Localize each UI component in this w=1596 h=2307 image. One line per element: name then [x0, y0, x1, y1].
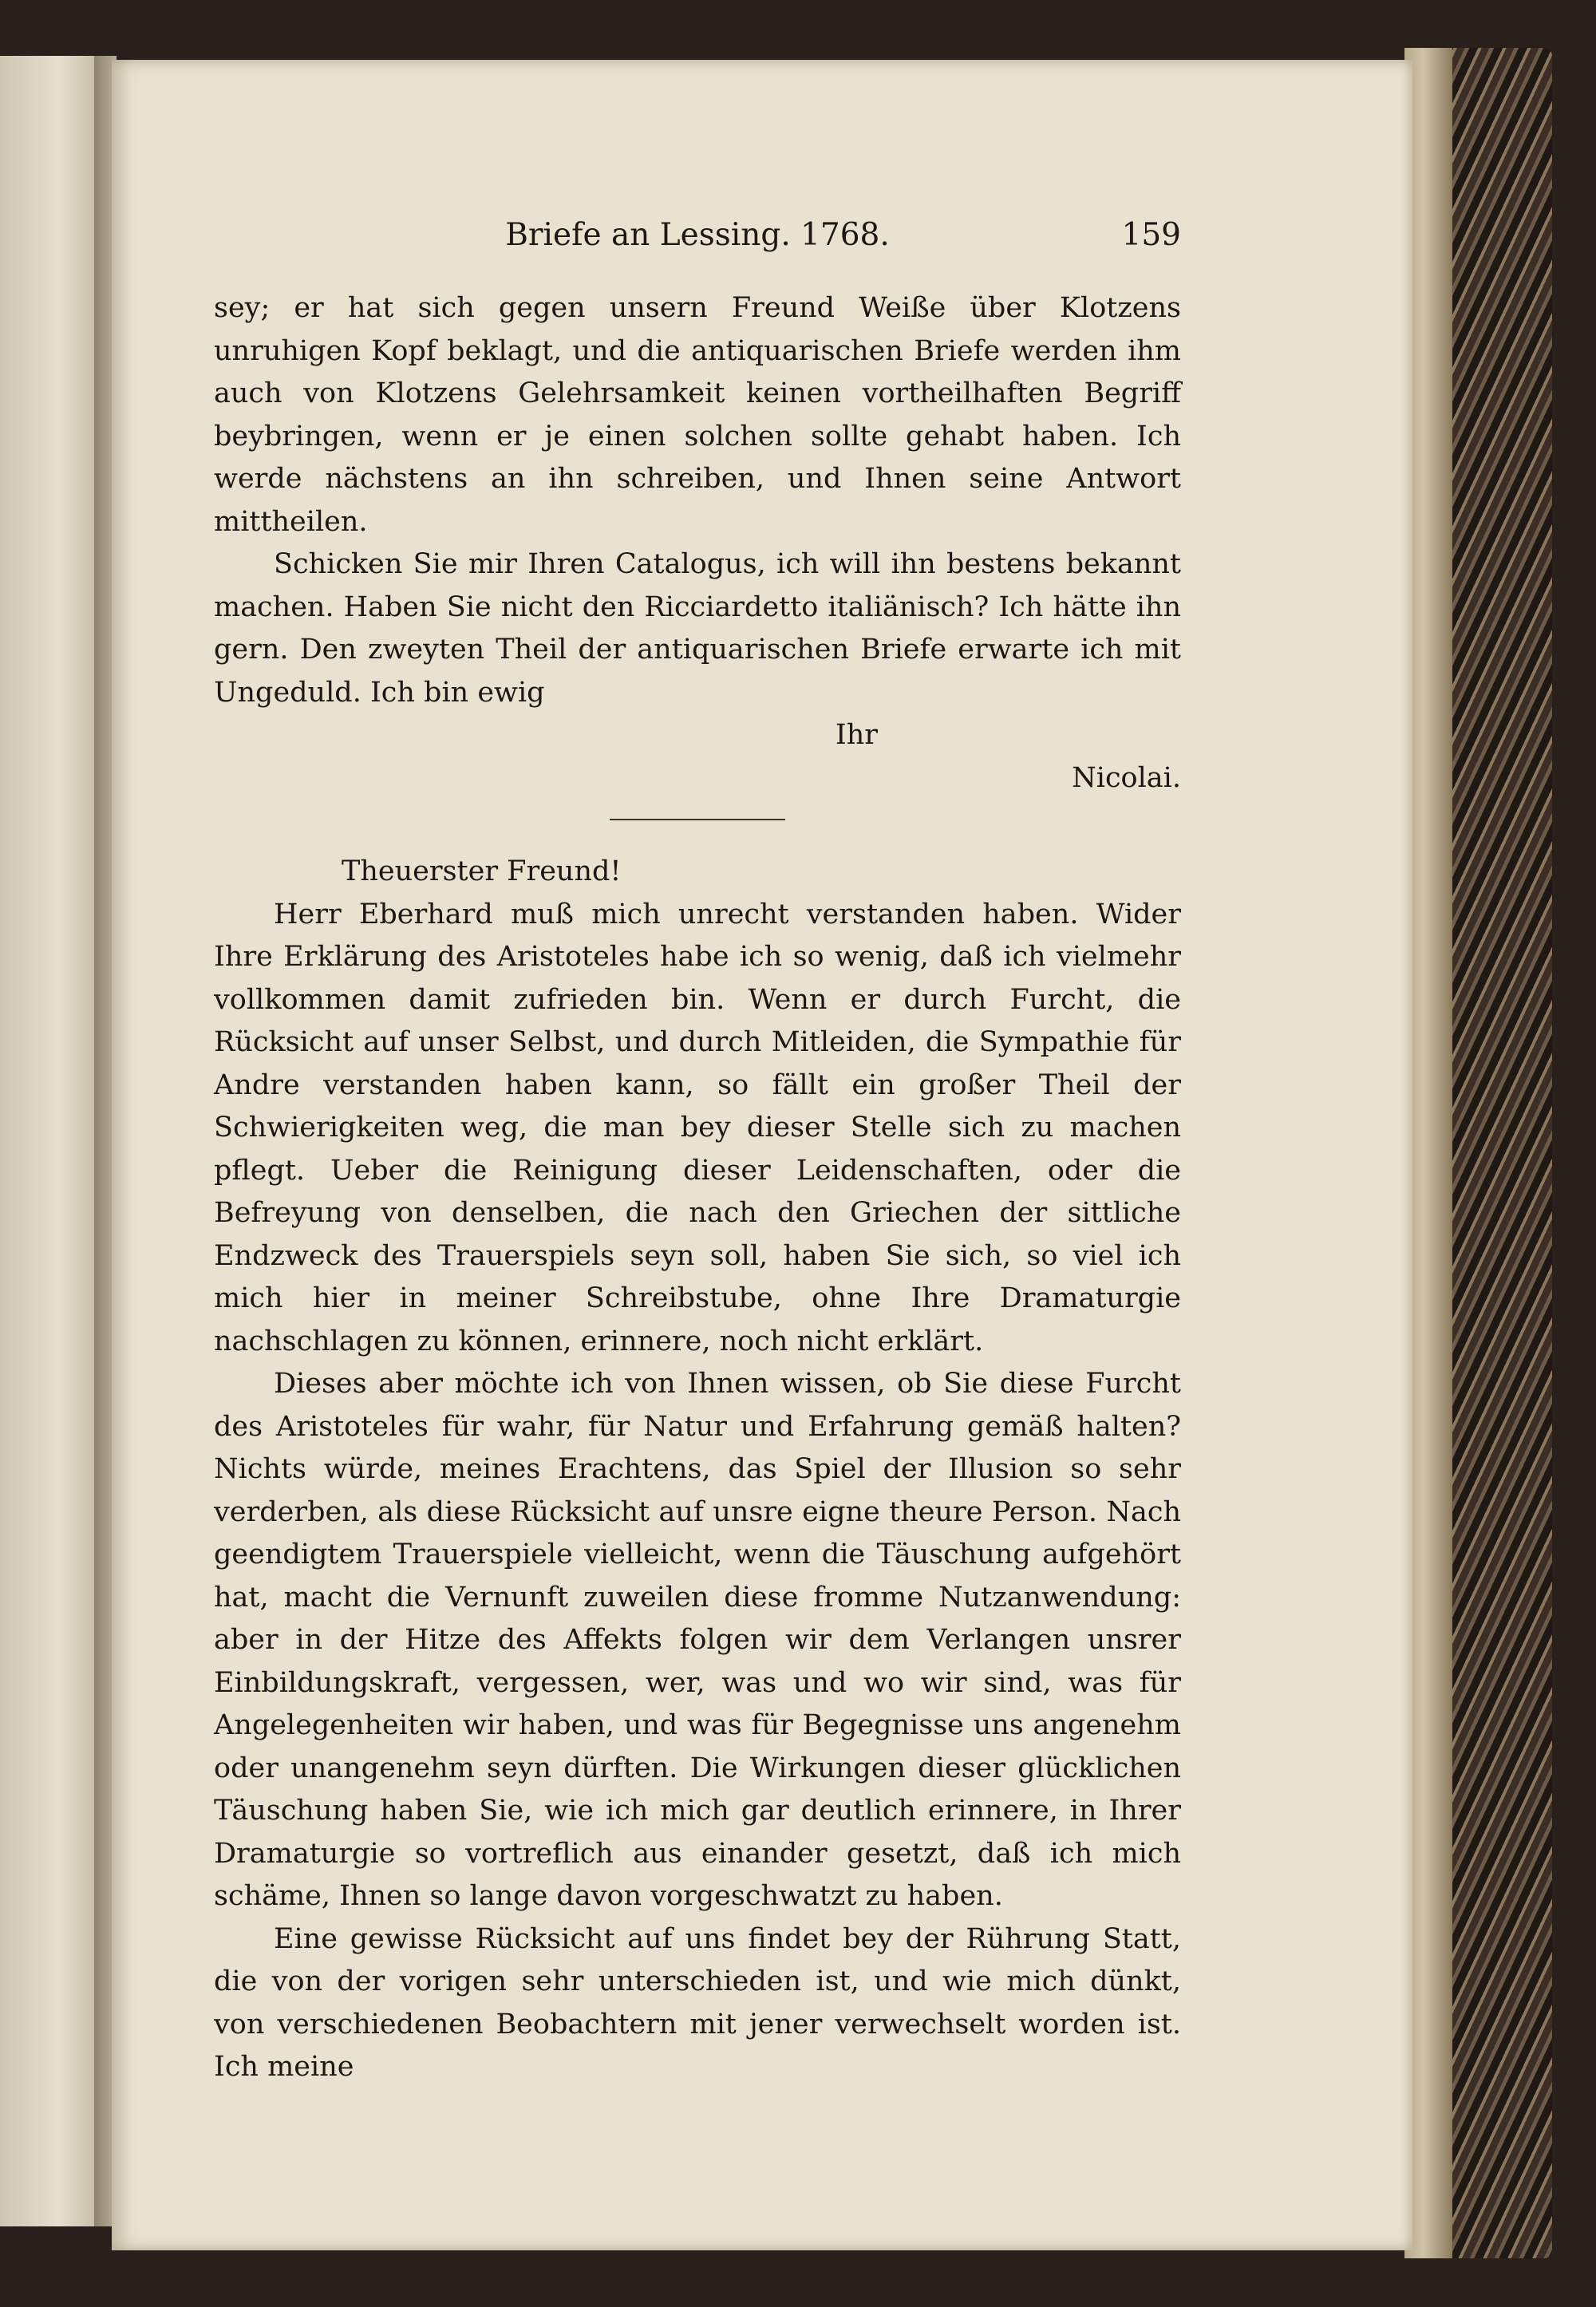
- letter1-paragraph-1: sey; er hat sich gegen unsern Freund Weiße über Klotzens unruhigen Kopf beklagt, und die antiquarischen Briefe werden ihm auch von Klotzens Gelehrsamkeit keinen vortheilhaften Begriff beybringen, wenn er je einen solchen sollte gehabt haben. Ich werde nächstens an ihn schreiben, und Ihnen seine Antwort mittheilen.: [214, 292, 1181, 538]
- letter1-closing: Ihr: [835, 719, 878, 751]
- section-divider: [610, 819, 785, 820]
- page-number: 159: [1121, 217, 1181, 253]
- page-header: [214, 217, 1181, 265]
- letter2-paragraph-2: Dieses aber möchte ich von Ihnen wissen, ob Sie diese Furcht des Aristoteles für wahr, für Natur und Erfahrung gemäß halten? Nichts würde, meines Erachtens, das Spiel der Illusion so sehr verderben, als diese Rücksicht auf unsre eigne theure Person. Nach geendigtem Trauerspiele vielleicht, wenn die Täuschung aufgehört hat, macht die Vernunft zuweilen diese fromme Nutzanwendung: aber in der Hitze des Affekts folgen wir dem Verlangen unsrer Einbildungskraft, vergessen, wer, was und wo wir sind, was für Angelegenheiten wir haben, und was für Begegnisse uns angenehm oder unangenehm seyn dürften. Die Wirkungen dieser glücklichen Täuschung haben Sie, wie ich mich gar deutlich erinnere, in Ihrer Dramaturgie so vortreflich aus einander gesetzt, daß ich mich schäme, Ihnen so lange davon vorgeschwatzt zu haben.: [214, 1368, 1181, 1912]
- letter1-signature: Nicolai.: [1072, 761, 1181, 794]
- letter2-paragraph-3: Eine gewisse Rücksicht auf uns findet bey der Rührung Statt, die von der vorigen sehr unterschieden ist, und wie mich dünkt, von verschiedenen Beobachtern mit jener verwechselt worden ist. Ich meine: [214, 1922, 1181, 2083]
- letter2-paragraph-1: Herr Eberhard muß mich unrecht verstanden haben. Wider Ihre Erklärung des Aristoteles habe ich so wenig, daß ich vielmehr vollkommen damit zufrieden bin. Wenn er durch Furcht, die Rücksicht auf unser Selbst, und durch Mitleiden, die Sympathie für Andre verstanden haben kann, so fällt ein großer Theil der Schwierigkeiten weg, die man bey dieser Stelle sich zu machen pflegt. Ueber die Reinigung dieser Leidenschaften, oder die Befreyung von denselben, die nach den Griechen der sittliche Endzweck des Trauerspiels seyn soll, haben Sie sich, so viel ich mich hier in meiner Schreibstube, ohne Ihre Dramaturgie nachschlagen zu können, erinnere, noch nicht erklärt.: [214, 898, 1181, 1357]
- letter2-salutation: Theuerster Freund!: [342, 855, 622, 887]
- facing-page-edge: [0, 56, 108, 2226]
- page-body: [214, 287, 1181, 2089]
- letter1-paragraph-2: Schicken Sie mir Ihren Catalogus, ich will ihn bestens bekannt machen. Haben Sie nicht den Ricciardetto italiänisch? Ich hätte ihn gern. Den zweyten Theil der antiquarischen Briefe erwarte ich mit Ungeduld. Ich bin ewig: [214, 548, 1181, 709]
- running-title: Briefe an Lessing. 1768.: [505, 217, 890, 253]
